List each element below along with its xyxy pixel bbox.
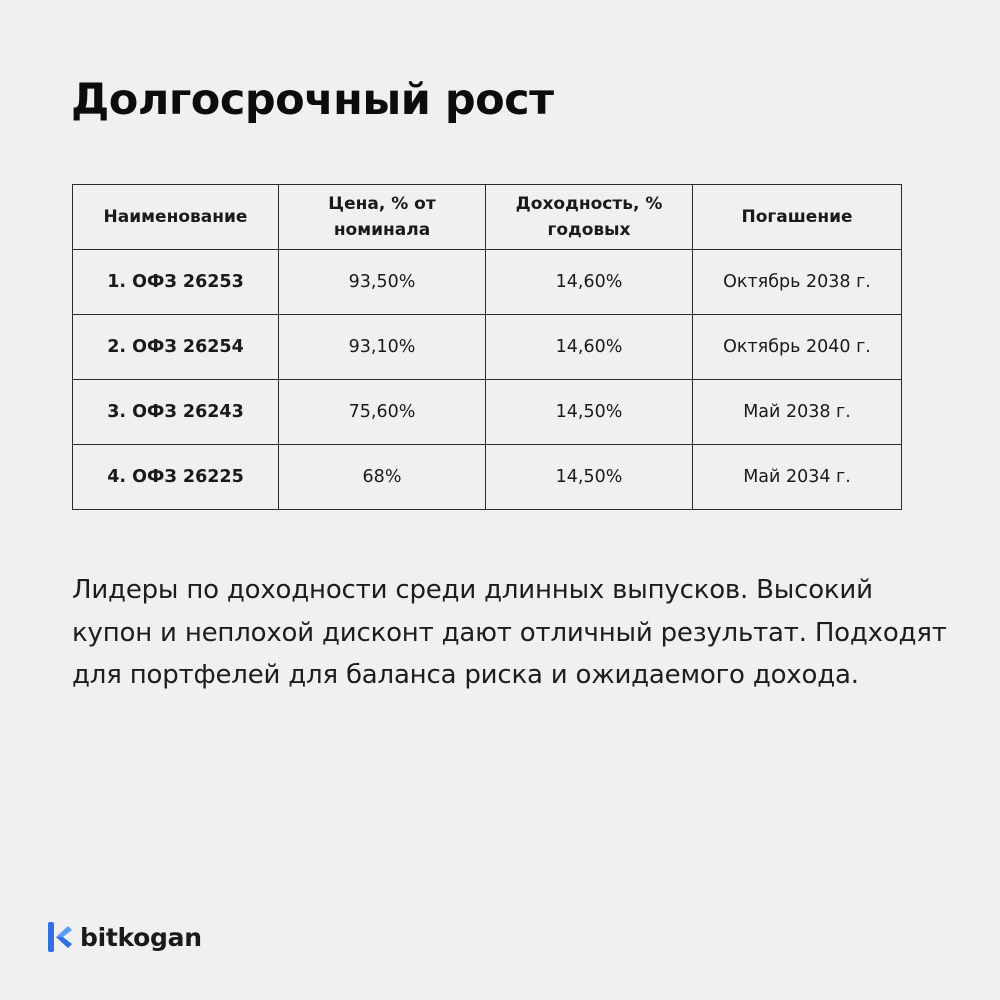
bond-name: 1. ОФЗ 26253 <box>73 250 279 315</box>
bonds-table <box>72 184 902 510</box>
table-body <box>73 250 902 510</box>
table-header <box>73 185 902 250</box>
header-name: Наименование <box>73 185 279 250</box>
table-row <box>73 250 902 315</box>
bond-maturity: Май 2034 г. <box>693 445 902 510</box>
header-row <box>73 185 902 250</box>
table-row <box>73 445 902 510</box>
bond-price: 93,10% <box>279 315 486 380</box>
bond-yield: 14,50% <box>486 445 693 510</box>
bond-maturity: Май 2038 г. <box>693 380 902 445</box>
page-title: Долгосрочный рост <box>71 75 554 125</box>
bond-yield: 14,60% <box>486 315 693 380</box>
bond-yield: 14,50% <box>486 380 693 445</box>
bond-maturity: Октябрь 2040 г. <box>693 315 902 380</box>
header-yield: Доходность, % годовых <box>486 185 693 250</box>
table-row <box>73 315 902 380</box>
description-paragraph: Лидеры по доходности среди длинных выпусков. Высокий купон и неплохой дисконт дают отличный результат. Подходят для портфелей для баланса риска и ожидаемого дохода. <box>72 575 947 690</box>
bond-name: 3. ОФЗ 26243 <box>73 380 279 445</box>
table-row <box>73 380 902 445</box>
bond-yield: 14,60% <box>486 250 693 315</box>
brand-logo <box>46 920 202 954</box>
bitkogan-logo-icon <box>46 920 74 954</box>
bond-name: 2. ОФЗ 26254 <box>73 315 279 380</box>
header-price: Цена, % от номинала <box>279 185 486 250</box>
bond-maturity: Октябрь 2038 г. <box>693 250 902 315</box>
bond-price: 68% <box>279 445 486 510</box>
logo-wordmark: bitkogan <box>80 922 202 952</box>
bond-price: 75,60% <box>279 380 486 445</box>
bond-price: 93,50% <box>279 250 486 315</box>
header-maturity: Погашение <box>693 185 902 250</box>
bond-name: 4. ОФЗ 26225 <box>73 445 279 510</box>
